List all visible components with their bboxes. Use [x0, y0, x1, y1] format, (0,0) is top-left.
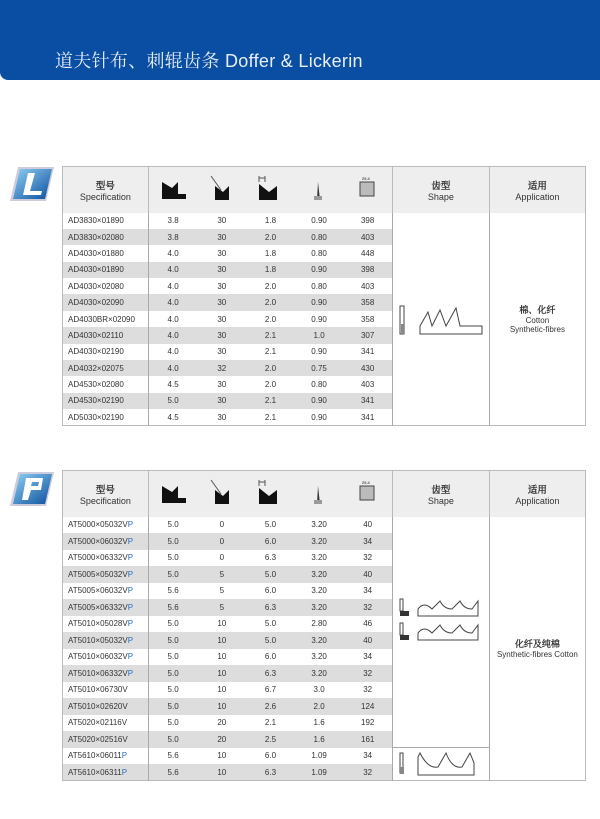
- cell-value: 5.0: [148, 393, 197, 409]
- spec-cell: AD4030×02190: [63, 344, 149, 360]
- cell-value: 6.0: [246, 533, 295, 550]
- spec-cell: AD4530×02080: [63, 376, 149, 392]
- application-en: Cotton: [525, 316, 550, 326]
- logo-p: [8, 470, 56, 515]
- lickerin-tooth-shape-icon: [398, 621, 484, 643]
- spec-code: AT5010×05028V: [68, 619, 128, 629]
- spec-cell: [63, 583, 149, 600]
- spec-cell: [63, 682, 149, 699]
- application-cn: 化纤及纯棉: [514, 639, 560, 650]
- spec-suffix: P: [127, 619, 134, 629]
- cell-value: 1.0: [295, 327, 344, 343]
- cell-value: 4.5: [167, 412, 179, 422]
- cell-value: 4.0: [167, 248, 179, 258]
- cell-value: 4.0: [167, 347, 179, 357]
- spec-cell: [63, 649, 149, 666]
- shape-cell: [393, 517, 490, 748]
- tooth-height-icon: [148, 471, 197, 517]
- cell-value: 2.0: [264, 380, 277, 390]
- application-header: 适用 Application: [489, 167, 585, 213]
- shape-cell: [393, 748, 490, 781]
- cell-value: 32: [363, 685, 373, 695]
- cell-value: 1.6: [295, 731, 344, 748]
- cell-value: 403: [343, 229, 392, 245]
- cell-value: 5.0: [148, 698, 197, 715]
- cell-value: 2.0: [246, 229, 295, 245]
- cell-value: 3.20: [311, 586, 327, 596]
- spec-code: AT5010×06032V: [68, 652, 128, 662]
- cell-value: 3.20: [311, 553, 327, 563]
- cell-value: 30: [197, 229, 246, 245]
- cell-value: 5.0: [148, 566, 197, 583]
- spec-cell: [63, 632, 149, 649]
- spec-cell: AD5030×02190: [63, 409, 149, 425]
- spec-cell: AD3830×02080: [63, 229, 149, 245]
- spec-suffix: P: [127, 652, 134, 662]
- spec-cell: [63, 731, 149, 748]
- cell-value: 10: [197, 764, 246, 781]
- cell-value: 30: [197, 393, 246, 409]
- spec-cell: [63, 764, 149, 781]
- cell-value: 30: [197, 327, 246, 343]
- spec-code: AT5005×05032V: [68, 569, 128, 579]
- spec-header: 型号 Specification: [63, 471, 149, 517]
- cell-value: 6.0: [264, 586, 277, 596]
- cell-value: 30: [197, 262, 246, 278]
- spec-cell: [63, 698, 149, 715]
- cell-value: 1.09: [311, 751, 327, 761]
- cell-value: 3.20: [295, 599, 344, 616]
- cell-value: 6.7: [264, 685, 277, 695]
- spec-cell: [63, 599, 149, 616]
- spec-cell: AD4030×02110: [63, 327, 149, 343]
- cell-value: 161: [343, 731, 392, 748]
- cell-value: 34: [363, 652, 373, 662]
- spec-suffix: P: [127, 635, 134, 645]
- cell-value: 0.80: [311, 281, 327, 291]
- cell-value: 6.3: [264, 553, 277, 563]
- cell-value: 398: [343, 262, 392, 278]
- cell-value: 32: [343, 665, 392, 682]
- cell-value: 3.20: [295, 533, 344, 550]
- cell-value: 192: [361, 718, 375, 728]
- cell-value: 5.0: [264, 520, 277, 530]
- cell-value: 20: [197, 731, 246, 748]
- spec-cell: AD4030×02080: [63, 278, 149, 294]
- tooth-pitch-icon: [246, 471, 295, 517]
- cell-value: 4.5: [167, 380, 179, 390]
- cell-value: 2.5: [246, 731, 295, 748]
- cell-value: 4.0: [167, 281, 179, 291]
- cell-value: 0.80: [311, 248, 327, 258]
- cell-value: 30: [217, 216, 227, 226]
- cell-value: 40: [343, 566, 392, 583]
- tooth-angle-icon: [197, 471, 246, 517]
- cell-value: 341: [360, 347, 375, 357]
- cell-value: 3.20: [311, 520, 327, 530]
- spec-suffix: P: [127, 668, 134, 678]
- page-title: 道夫针布、刺辊齿条 Doffer & Lickerin: [55, 51, 363, 71]
- spec-code: AT5010×02620V: [68, 701, 128, 711]
- cell-value: 10: [217, 685, 227, 695]
- shape-header: 齿型 Shape: [393, 167, 490, 213]
- spec-suffix: P: [127, 536, 134, 546]
- cell-value: 5.6: [148, 764, 197, 781]
- cell-value: 2.80: [311, 619, 327, 629]
- application-cn: 棉、化纤: [519, 305, 556, 316]
- spec-cell: AD4030BR×02090: [63, 311, 149, 327]
- cell-value: 5.0: [148, 533, 197, 550]
- cell-value: 5.0: [246, 566, 295, 583]
- spec-code: AT5010×06332V: [68, 668, 128, 678]
- cell-value: 2.1: [264, 412, 277, 422]
- cell-value: 0.90: [311, 412, 327, 422]
- spec-code: AT5000×06032V: [68, 536, 128, 546]
- cell-value: 5.0: [148, 731, 197, 748]
- cell-value: 20: [217, 718, 227, 728]
- spec-cell: [63, 748, 149, 765]
- cell-value: 30: [217, 248, 227, 258]
- svg-text:25.4: 25.4: [361, 479, 370, 485]
- cell-value: 3.20: [311, 652, 327, 662]
- cell-value: 0.90: [295, 262, 344, 278]
- tooth-angle-icon: [197, 167, 246, 213]
- cell-value: 30: [217, 281, 227, 291]
- spec-code: AT5000×05032V: [68, 520, 128, 530]
- cell-value: 0.90: [295, 294, 344, 310]
- cell-value: 3.20: [295, 566, 344, 583]
- spec-cell: [63, 550, 149, 567]
- shape-header: 齿型 Shape: [393, 471, 490, 517]
- cell-value: 2.1: [246, 393, 295, 409]
- cell-value: 10: [197, 665, 246, 682]
- cell-value: 40: [343, 632, 392, 649]
- spec-code: AT5610×06011: [68, 751, 122, 761]
- cell-value: 403: [360, 380, 375, 390]
- cell-value: 32: [363, 553, 373, 563]
- cell-value: 30: [217, 380, 227, 390]
- spec-cell: [63, 616, 149, 633]
- spec-cell: [63, 566, 149, 583]
- cell-value: 5: [197, 599, 246, 616]
- cell-value: 5.0: [246, 632, 295, 649]
- cell-value: 10: [197, 632, 246, 649]
- cell-value: 430: [343, 360, 392, 376]
- cell-value: 5.0: [167, 619, 179, 629]
- application-cell: [489, 517, 585, 781]
- cell-value: 10: [217, 652, 227, 662]
- doffer-table: [62, 166, 586, 426]
- cell-value: 6.3: [246, 665, 295, 682]
- cell-value: 5: [197, 566, 246, 583]
- table-row: [63, 213, 586, 229]
- cell-value: 358: [360, 314, 375, 324]
- cell-value: 0.80: [311, 380, 327, 390]
- cell-value: 0.90: [311, 216, 327, 226]
- cell-value: 5: [219, 586, 225, 596]
- cell-value: 6.3: [246, 599, 295, 616]
- cell-value: 2.1: [246, 327, 295, 343]
- cell-value: 448: [360, 248, 375, 258]
- spec-cell: AD4530×02190: [63, 393, 149, 409]
- spec-header: 型号 Specification: [63, 167, 149, 213]
- cell-value: 3.20: [295, 665, 344, 682]
- cell-value: 0: [197, 533, 246, 550]
- cell-value: 5.6: [167, 751, 179, 761]
- spec-code: AT5020×02116V: [68, 718, 128, 728]
- application-cell: [489, 213, 585, 426]
- spec-cell: [63, 517, 149, 534]
- cell-value: 5.0: [167, 652, 179, 662]
- cell-value: 2.0: [264, 314, 277, 324]
- spec-cell: AD3830×01890: [63, 213, 149, 229]
- spec-suffix: P: [121, 751, 128, 761]
- cell-value: 1.8: [264, 248, 277, 258]
- cell-value: 5.0: [264, 619, 277, 629]
- spec-code: AT5005×06332V: [68, 602, 128, 612]
- cell-value: 2.0: [246, 294, 295, 310]
- cell-value: 5.0: [167, 718, 179, 728]
- header-banner: [0, 0, 600, 80]
- spec-suffix: P: [127, 586, 134, 596]
- spec-suffix: P: [127, 520, 134, 530]
- spec-code: AT5020×02516V: [68, 734, 128, 744]
- cell-value: 30: [197, 294, 246, 310]
- cell-value: 403: [360, 281, 375, 291]
- cell-value: 358: [343, 294, 392, 310]
- cell-value: 3.20: [295, 632, 344, 649]
- spec-code: AT5010×05032V: [68, 635, 128, 645]
- cell-value: 30: [217, 347, 227, 357]
- cell-value: 5.0: [167, 553, 179, 563]
- shape-cell: [393, 213, 490, 426]
- spec-code: AT5610×06311: [68, 767, 122, 777]
- cell-value: 3.8: [167, 216, 179, 226]
- lickerin-tooth-shape-icon: [398, 749, 484, 777]
- cell-value: 40: [363, 520, 373, 530]
- svg-text:25.4: 25.4: [361, 175, 370, 181]
- cell-value: 1.8: [264, 216, 277, 226]
- cell-value: 0.90: [311, 314, 327, 324]
- cell-value: 307: [343, 327, 392, 343]
- cell-value: 34: [363, 751, 373, 761]
- cell-value: 6.0: [264, 652, 277, 662]
- spec-code: AT5005×06032V: [68, 586, 128, 596]
- cell-value: 34: [343, 533, 392, 550]
- cell-value: 1.8: [246, 262, 295, 278]
- cell-value: 1.09: [295, 764, 344, 781]
- cell-value: 5.0: [148, 632, 197, 649]
- cell-value: 1.6: [313, 718, 325, 728]
- cell-value: 10: [217, 751, 227, 761]
- spec-cell: [63, 715, 149, 732]
- cell-value: 34: [363, 586, 373, 596]
- cell-value: 341: [343, 393, 392, 409]
- application-header: 适用 Application: [489, 471, 585, 517]
- spec-suffix: P: [127, 602, 134, 612]
- cell-value: 10: [217, 619, 227, 629]
- cell-value: 32: [343, 764, 392, 781]
- cell-value: 0.90: [295, 393, 344, 409]
- cell-value: 2.1: [264, 347, 277, 357]
- logo-l: [8, 165, 56, 210]
- cell-value: 4.0: [148, 360, 197, 376]
- lickerin-table: [62, 470, 586, 781]
- points-density-icon: [343, 471, 392, 517]
- spec-cell: AD4032×02075: [63, 360, 149, 376]
- lickerin-tooth-shape-icon: [398, 597, 484, 619]
- cell-value: 10: [197, 698, 246, 715]
- spec-cell: AD4030×01890: [63, 262, 149, 278]
- table-row: [63, 517, 586, 534]
- spec-suffix: P: [127, 569, 134, 579]
- points-density-icon: [343, 167, 392, 213]
- cell-value: 3.8: [148, 229, 197, 245]
- cell-value: 5.6: [148, 599, 197, 616]
- base-width-icon: [295, 471, 344, 517]
- application-en: Synthetic-fibres: [509, 325, 565, 335]
- cell-value: 5.0: [167, 520, 179, 530]
- cell-value: 4.0: [148, 327, 197, 343]
- cell-value: 0: [219, 553, 225, 563]
- cell-value: 398: [360, 216, 375, 226]
- cell-value: 4.0: [167, 314, 179, 324]
- application-en: Synthetic-fibres Cotton: [496, 650, 578, 660]
- cell-value: 6.3: [246, 764, 295, 781]
- cell-value: 0.80: [295, 229, 344, 245]
- cell-value: 4.0: [148, 262, 197, 278]
- cell-value: 4.0: [148, 294, 197, 310]
- cell-value: 30: [217, 412, 227, 422]
- cell-value: 5.0: [167, 685, 179, 695]
- cell-value: 0.90: [311, 347, 327, 357]
- cell-value: 2.1: [264, 718, 277, 728]
- cell-value: 0.75: [295, 360, 344, 376]
- spec-cell: AD4030×02090: [63, 294, 149, 310]
- cell-value: 2.0: [264, 281, 277, 291]
- cell-value: 3.0: [313, 685, 325, 695]
- cell-value: 30: [217, 314, 227, 324]
- cell-value: 32: [197, 360, 246, 376]
- cell-value: 2.0: [295, 698, 344, 715]
- spec-cell: [63, 665, 149, 682]
- cell-value: 2.6: [246, 698, 295, 715]
- cell-value: 46: [363, 619, 373, 629]
- tooth-pitch-icon: [246, 167, 295, 213]
- base-width-icon: [295, 167, 344, 213]
- cell-value: 124: [343, 698, 392, 715]
- doffer-tooth-shape-icon: [398, 298, 484, 338]
- cell-value: 341: [360, 412, 375, 422]
- spec-code: AT5000×06332V: [68, 553, 128, 563]
- spec-cell: AD4030×01880: [63, 245, 149, 261]
- spec-suffix: P: [127, 553, 134, 563]
- cell-value: 5.0: [148, 665, 197, 682]
- cell-value: 2.0: [246, 360, 295, 376]
- cell-value: 5.6: [167, 586, 179, 596]
- cell-value: 0: [219, 520, 225, 530]
- cell-value: 6.0: [264, 751, 277, 761]
- spec-cell: [63, 533, 149, 550]
- spec-suffix: P: [121, 767, 128, 777]
- tooth-height-icon: [148, 167, 197, 213]
- cell-value: 32: [343, 599, 392, 616]
- spec-code: AT5010×06730V: [68, 685, 128, 695]
